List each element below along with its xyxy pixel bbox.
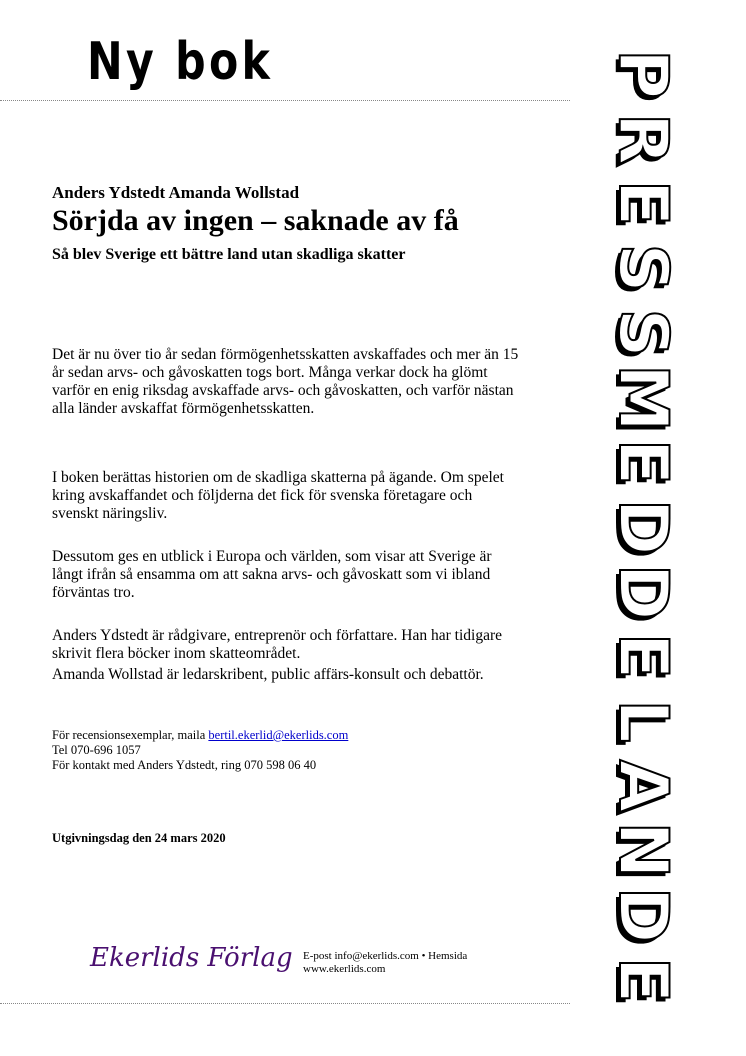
review-prefix: För recensionsexemplar, maila bbox=[52, 728, 209, 742]
banner-letter: S bbox=[603, 243, 682, 293]
banner-letter: E bbox=[603, 633, 682, 680]
authors: Anders Ydstedt Amanda Wollstad bbox=[52, 183, 300, 202]
banner-letter: E bbox=[603, 956, 682, 1004]
banner-letter: D bbox=[603, 886, 682, 944]
heading: Ny bok bbox=[87, 32, 274, 92]
banner-letter: A bbox=[603, 759, 682, 813]
pressmeddelande-banner bbox=[584, 42, 704, 1012]
banner-letter: D bbox=[603, 563, 682, 620]
publisher-logo: Ekerlids Förlag bbox=[90, 943, 293, 973]
banner-letter: M bbox=[603, 363, 682, 432]
banner-letter: S bbox=[603, 308, 682, 358]
banner-letter: N bbox=[603, 821, 682, 879]
book-title: Sörjda av ingen – saknade av få bbox=[52, 204, 459, 237]
review-copy-line bbox=[52, 728, 348, 743]
bottom-divider bbox=[0, 1003, 570, 1004]
review-email-link[interactable]: bertil.ekerlid@ekerlids.com bbox=[208, 728, 349, 742]
footer-contact: E-post info@ekerlids.com • Hemsida www.ekerlids.com bbox=[303, 950, 468, 975]
banner-letter: L bbox=[603, 699, 682, 743]
paragraph-story: I boken berättas historien om de skadliga skatterna på ägande. Om spelet kring avskaffandet och följderna det fick för svenska företagare och svenskt näringsliv. bbox=[52, 469, 504, 522]
book-subtitle: Så blev Sverige ett bättre land utan skadliga skatter bbox=[52, 246, 406, 263]
paragraph-author-wollstad: Amanda Wollstad är ledarskribent, public affärs-konsult och debattör. bbox=[52, 666, 484, 683]
banner-letter: D bbox=[603, 498, 682, 556]
banner-letter: E bbox=[603, 180, 682, 227]
paragraph-intro: Det är nu över tio år sedan förmögenhetsskatten avskaffades och mer än 15 år sedan arvs- och gåvoskatten togs bort. Många verkar dock ha glömt varför en enig riksdag avskaffade arvs- och gåvoskatten, och varför nästan alla länder avskaffat förmögenhetsskatten. bbox=[52, 346, 519, 417]
paragraph-outlook: Dessutom ges en utblick i Europa och världen, som visar att Sverige är långt ifrån så ensamma om att sakna arvs- och gåvoskatt som vi ibland förväntas tro. bbox=[52, 548, 492, 601]
author-contact-line: För kontakt med Anders Ydstedt, ring 070 598 06 40 bbox=[52, 758, 317, 772]
phone-line: Tel 070-696 1057 bbox=[52, 743, 141, 757]
banner-letter: E bbox=[603, 438, 682, 486]
top-divider bbox=[0, 100, 570, 101]
banner-letter: R bbox=[603, 112, 682, 165]
banner-letter: P bbox=[603, 49, 682, 99]
paragraph-author-ydstedt: Anders Ydstedt är rådgivare, entreprenör och författare. Han har tidigare skrivit flera böcker inom skatteområdet. bbox=[52, 627, 503, 662]
release-date: Utgivningsdag den 24 mars 2020 bbox=[52, 831, 226, 845]
